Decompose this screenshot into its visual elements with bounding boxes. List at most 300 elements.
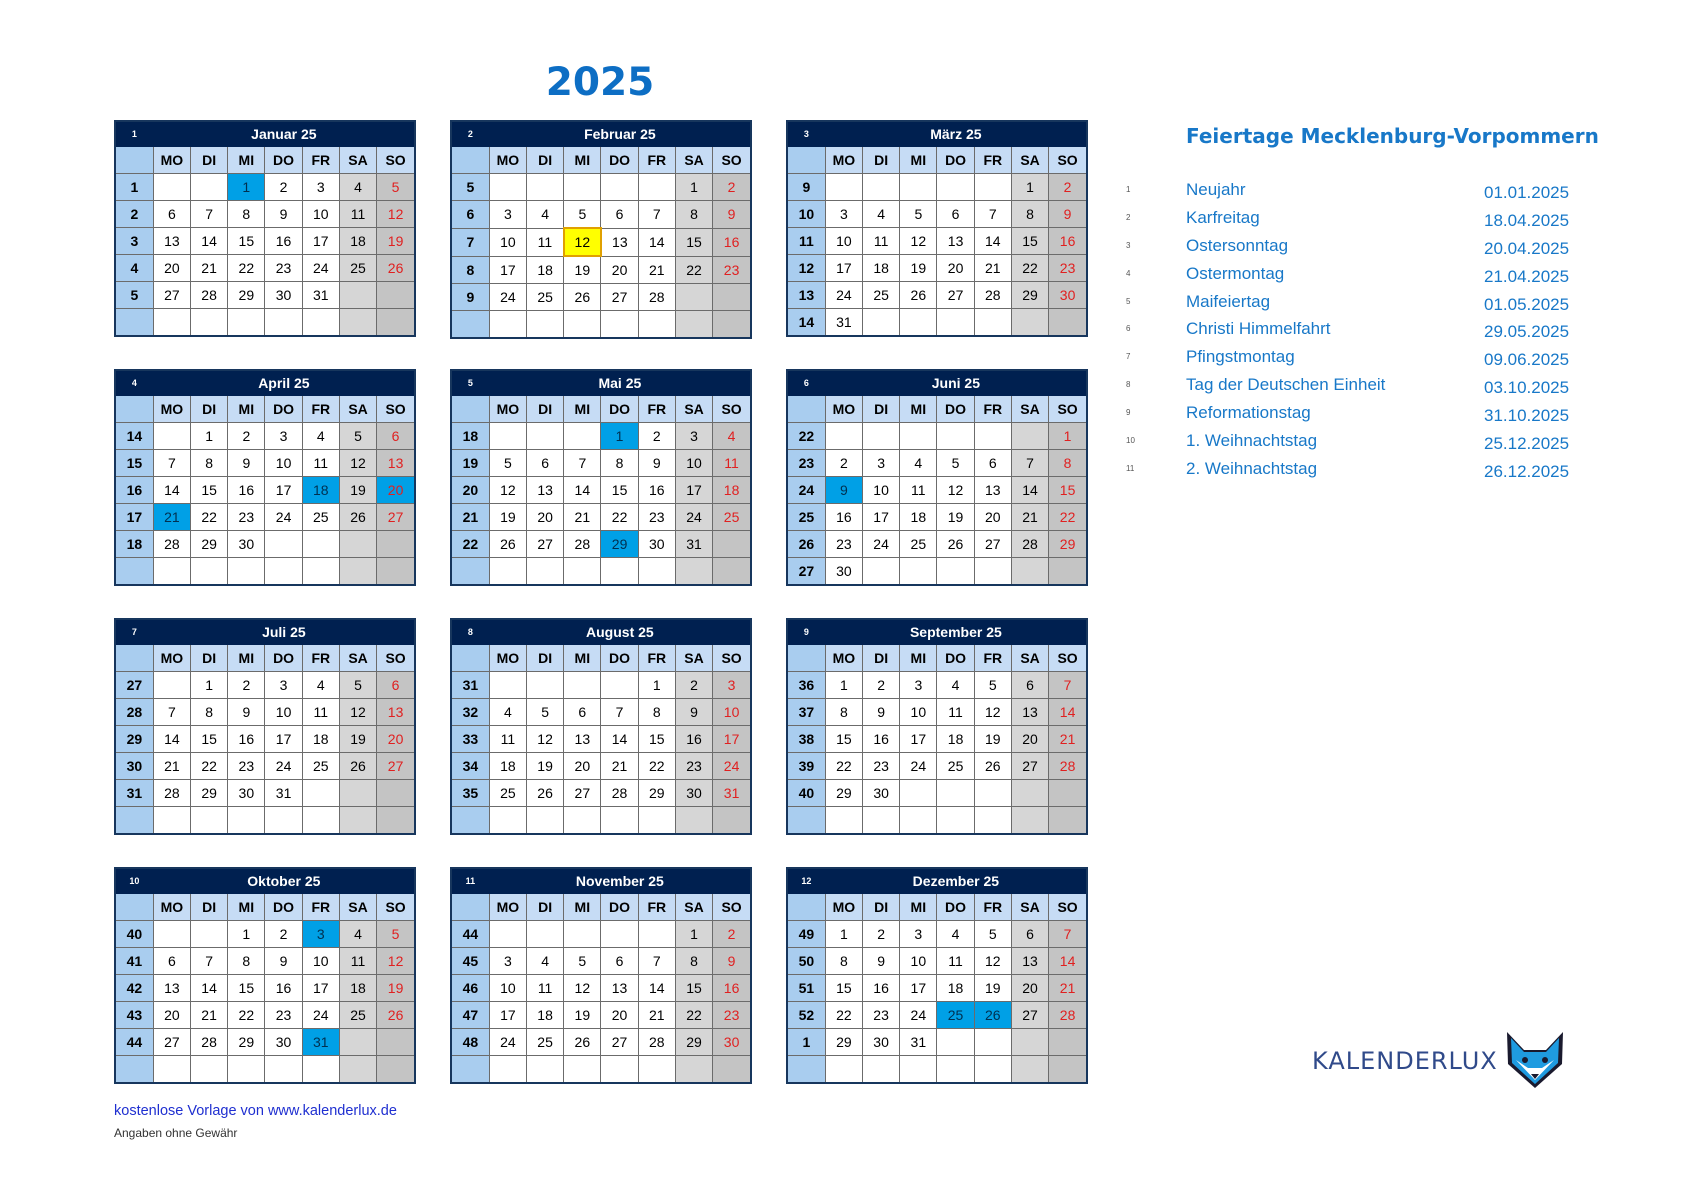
week-row bbox=[787, 504, 1087, 531]
weekday-header: MO bbox=[825, 645, 862, 672]
week-row bbox=[787, 558, 1087, 586]
day-cell: 4 bbox=[937, 921, 974, 948]
day-cell: 9 bbox=[1049, 201, 1087, 228]
day-cell: 19 bbox=[564, 256, 601, 284]
holiday-list-title: Feiertage Mecklenburg-Vorpommern bbox=[1186, 124, 1599, 148]
day-cell: 2 bbox=[228, 672, 265, 699]
day-cell: 9 bbox=[228, 699, 265, 726]
week-row bbox=[787, 477, 1087, 504]
day-cell: 3 bbox=[489, 948, 526, 975]
day-cell: 7 bbox=[1049, 672, 1087, 699]
day-cell: 15 bbox=[190, 726, 227, 753]
day-cell: 14 bbox=[1049, 699, 1087, 726]
week-number: 50 bbox=[787, 948, 825, 975]
day-cell bbox=[339, 807, 376, 835]
day-cell bbox=[675, 1056, 712, 1084]
month-table bbox=[786, 120, 1088, 337]
day-cell bbox=[377, 1029, 415, 1056]
day-cell: 28 bbox=[153, 531, 190, 558]
weekday-header: MI bbox=[900, 894, 937, 921]
day-cell: 3 bbox=[900, 672, 937, 699]
day-cell: 7 bbox=[190, 201, 227, 228]
day-cell: 2 bbox=[862, 921, 899, 948]
week-number: 42 bbox=[115, 975, 153, 1002]
weekday-header: DO bbox=[937, 894, 974, 921]
day-cell: 1 bbox=[638, 672, 675, 699]
day-cell: 17 bbox=[900, 726, 937, 753]
week-row bbox=[451, 423, 751, 450]
day-cell: 10 bbox=[825, 228, 862, 255]
week-row bbox=[451, 284, 751, 311]
day-cell: 8 bbox=[228, 201, 265, 228]
week-row bbox=[115, 975, 415, 1002]
day-cell bbox=[265, 1056, 302, 1084]
week-number bbox=[451, 311, 489, 339]
day-cell: 28 bbox=[153, 780, 190, 807]
month-name: April 25 bbox=[153, 370, 415, 396]
day-cell: 13 bbox=[377, 450, 415, 477]
day-cell bbox=[900, 558, 937, 586]
day-cell: 12 bbox=[900, 228, 937, 255]
day-cell bbox=[153, 174, 190, 201]
day-cell: 15 bbox=[675, 228, 712, 256]
day-cell: 8 bbox=[1011, 201, 1048, 228]
week-row bbox=[787, 726, 1087, 753]
day-cell: 13 bbox=[564, 726, 601, 753]
day-cell: 19 bbox=[339, 726, 376, 753]
holiday-name: 1. Weihnachtstag bbox=[1186, 431, 1318, 451]
day-cell: 23 bbox=[1049, 255, 1087, 282]
holiday-index: 9 bbox=[1126, 408, 1131, 418]
day-cell: 22 bbox=[228, 1002, 265, 1029]
week-number: 5 bbox=[451, 174, 489, 201]
weekday-header: DO bbox=[265, 147, 302, 174]
week-number: 40 bbox=[787, 780, 825, 807]
week-number: 28 bbox=[115, 699, 153, 726]
logo-text: KALENDERLUX bbox=[1312, 1047, 1498, 1075]
day-cell: 21 bbox=[1049, 726, 1087, 753]
day-cell: 23 bbox=[713, 1002, 751, 1029]
month-table bbox=[114, 369, 416, 586]
day-cell bbox=[900, 423, 937, 450]
day-cell: 5 bbox=[564, 201, 601, 229]
month-name: September 25 bbox=[825, 619, 1087, 645]
day-cell: 11 bbox=[489, 726, 526, 753]
day-cell bbox=[825, 423, 862, 450]
day-cell: 10 bbox=[675, 450, 712, 477]
month-number: 3 bbox=[787, 121, 825, 147]
day-cell: 10 bbox=[489, 228, 526, 256]
day-cell: 2 bbox=[825, 450, 862, 477]
weekday-header: DO bbox=[937, 645, 974, 672]
day-cell: 28 bbox=[1011, 531, 1048, 558]
week-row bbox=[787, 807, 1087, 835]
day-cell: 3 bbox=[900, 921, 937, 948]
week-row bbox=[451, 1029, 751, 1056]
day-cell: 26 bbox=[974, 1002, 1011, 1029]
week-row bbox=[115, 948, 415, 975]
day-cell: 11 bbox=[713, 450, 751, 477]
week-number-header bbox=[115, 645, 153, 672]
week-number: 21 bbox=[451, 504, 489, 531]
holiday-row bbox=[1126, 292, 1586, 320]
weekday-header: MI bbox=[564, 894, 601, 921]
day-cell: 30 bbox=[825, 558, 862, 586]
day-cell: 9 bbox=[862, 948, 899, 975]
day-cell: 5 bbox=[339, 672, 376, 699]
week-row bbox=[451, 699, 751, 726]
holiday-row bbox=[1126, 459, 1586, 487]
day-cell: 20 bbox=[601, 256, 638, 284]
week-number: 41 bbox=[115, 948, 153, 975]
day-cell: 6 bbox=[1011, 672, 1048, 699]
day-cell: 18 bbox=[526, 1002, 563, 1029]
day-cell: 30 bbox=[265, 282, 302, 309]
footer-link[interactable]: kostenlose Vorlage von www.kalenderlux.de bbox=[114, 1103, 397, 1119]
holiday-row bbox=[1126, 347, 1586, 375]
holiday-index: 2 bbox=[1126, 212, 1131, 222]
day-cell bbox=[900, 780, 937, 807]
day-cell bbox=[190, 174, 227, 201]
day-cell bbox=[974, 558, 1011, 586]
week-row bbox=[451, 174, 751, 201]
weekday-header: FR bbox=[974, 396, 1011, 423]
day-cell: 29 bbox=[825, 1029, 862, 1056]
week-number: 17 bbox=[115, 504, 153, 531]
day-cell: 23 bbox=[265, 1002, 302, 1029]
day-cell bbox=[339, 1056, 376, 1084]
month-number: 12 bbox=[787, 868, 825, 894]
day-cell: 9 bbox=[265, 201, 302, 228]
day-cell: 8 bbox=[825, 699, 862, 726]
day-cell bbox=[900, 1056, 937, 1084]
weekday-header: DO bbox=[601, 894, 638, 921]
week-number: 8 bbox=[451, 256, 489, 284]
day-cell bbox=[937, 1056, 974, 1084]
day-cell: 16 bbox=[713, 975, 751, 1002]
day-cell: 28 bbox=[190, 1029, 227, 1056]
day-cell: 14 bbox=[638, 228, 675, 256]
month-name: August 25 bbox=[489, 619, 751, 645]
weekday-header: SA bbox=[675, 645, 712, 672]
day-cell: 13 bbox=[601, 975, 638, 1002]
month-number: 9 bbox=[787, 619, 825, 645]
day-cell: 24 bbox=[302, 255, 339, 282]
holiday-index: 8 bbox=[1126, 380, 1131, 390]
week-row bbox=[787, 1056, 1087, 1084]
week-number: 15 bbox=[115, 450, 153, 477]
day-cell: 16 bbox=[228, 477, 265, 504]
day-cell bbox=[153, 921, 190, 948]
day-cell: 4 bbox=[339, 921, 376, 948]
week-row bbox=[115, 921, 415, 948]
day-cell: 1 bbox=[675, 174, 712, 201]
weekday-header: MI bbox=[228, 645, 265, 672]
day-cell: 5 bbox=[377, 174, 415, 201]
day-cell bbox=[564, 174, 601, 201]
day-cell: 23 bbox=[713, 256, 751, 284]
day-cell bbox=[526, 921, 563, 948]
day-cell: 8 bbox=[190, 699, 227, 726]
day-cell: 15 bbox=[228, 975, 265, 1002]
week-number: 49 bbox=[787, 921, 825, 948]
week-number bbox=[115, 558, 153, 586]
day-cell bbox=[190, 309, 227, 337]
day-cell: 13 bbox=[526, 477, 563, 504]
day-cell bbox=[601, 311, 638, 339]
day-cell: 29 bbox=[228, 282, 265, 309]
day-cell bbox=[302, 309, 339, 337]
week-number: 39 bbox=[787, 753, 825, 780]
day-cell: 31 bbox=[675, 531, 712, 558]
day-cell bbox=[153, 309, 190, 337]
day-cell: 9 bbox=[228, 450, 265, 477]
week-number: 25 bbox=[787, 504, 825, 531]
weekday-header: SO bbox=[713, 396, 751, 423]
month-number: 11 bbox=[451, 868, 489, 894]
weekday-header: DI bbox=[190, 396, 227, 423]
day-cell: 19 bbox=[974, 726, 1011, 753]
day-cell bbox=[489, 807, 526, 835]
holiday-date: 20.04.2025 bbox=[1484, 238, 1570, 258]
day-cell: 23 bbox=[675, 753, 712, 780]
day-cell: 30 bbox=[713, 1029, 751, 1056]
day-cell: 23 bbox=[228, 753, 265, 780]
day-cell: 11 bbox=[302, 450, 339, 477]
day-cell: 8 bbox=[190, 450, 227, 477]
day-cell bbox=[190, 1056, 227, 1084]
day-cell: 12 bbox=[339, 450, 376, 477]
week-number bbox=[451, 807, 489, 835]
day-cell: 4 bbox=[489, 699, 526, 726]
week-row bbox=[787, 282, 1087, 309]
week-row bbox=[115, 780, 415, 807]
day-cell: 24 bbox=[675, 504, 712, 531]
day-cell: 21 bbox=[153, 753, 190, 780]
day-cell bbox=[974, 1056, 1011, 1084]
weekday-header: DI bbox=[526, 147, 563, 174]
day-cell: 7 bbox=[190, 948, 227, 975]
week-number bbox=[115, 309, 153, 337]
day-cell: 5 bbox=[377, 921, 415, 948]
day-cell bbox=[377, 780, 415, 807]
week-row bbox=[787, 309, 1087, 337]
week-row bbox=[787, 201, 1087, 228]
week-number: 31 bbox=[451, 672, 489, 699]
day-cell: 25 bbox=[339, 255, 376, 282]
weekday-header: DI bbox=[190, 894, 227, 921]
weekday-header: MO bbox=[153, 894, 190, 921]
day-cell bbox=[302, 807, 339, 835]
day-cell: 14 bbox=[153, 477, 190, 504]
day-cell: 21 bbox=[601, 753, 638, 780]
holiday-index: 5 bbox=[1126, 296, 1131, 306]
day-cell: 27 bbox=[153, 1029, 190, 1056]
weekday-header: FR bbox=[974, 147, 1011, 174]
day-cell: 18 bbox=[302, 726, 339, 753]
holiday-date: 03.10.2025 bbox=[1484, 378, 1570, 398]
day-cell: 28 bbox=[638, 284, 675, 311]
day-cell: 26 bbox=[526, 780, 563, 807]
month-number: 2 bbox=[451, 121, 489, 147]
day-cell bbox=[377, 309, 415, 337]
weekday-header: MI bbox=[564, 147, 601, 174]
day-cell: 7 bbox=[564, 450, 601, 477]
day-cell: 20 bbox=[937, 255, 974, 282]
holiday-name: Christi Himmelfahrt bbox=[1186, 319, 1331, 339]
week-row bbox=[115, 1029, 415, 1056]
day-cell: 23 bbox=[265, 255, 302, 282]
week-number: 33 bbox=[451, 726, 489, 753]
day-cell bbox=[638, 1056, 675, 1084]
day-cell: 13 bbox=[974, 477, 1011, 504]
day-cell: 25 bbox=[713, 504, 751, 531]
day-cell bbox=[228, 1056, 265, 1084]
day-cell: 15 bbox=[1011, 228, 1048, 255]
weekday-header: MI bbox=[564, 396, 601, 423]
weekday-header: SA bbox=[339, 396, 376, 423]
day-cell bbox=[564, 423, 601, 450]
day-cell bbox=[862, 423, 899, 450]
day-cell: 18 bbox=[713, 477, 751, 504]
weekday-header: MO bbox=[825, 147, 862, 174]
day-cell: 13 bbox=[377, 699, 415, 726]
week-row bbox=[787, 672, 1087, 699]
day-cell: 10 bbox=[265, 450, 302, 477]
week-row bbox=[115, 282, 415, 309]
day-cell: 5 bbox=[564, 948, 601, 975]
week-number: 24 bbox=[787, 477, 825, 504]
day-cell bbox=[601, 1056, 638, 1084]
week-row bbox=[787, 780, 1087, 807]
holiday-index: 3 bbox=[1126, 240, 1131, 250]
day-cell: 11 bbox=[302, 699, 339, 726]
day-cell: 3 bbox=[302, 174, 339, 201]
day-cell: 2 bbox=[675, 672, 712, 699]
day-cell: 22 bbox=[190, 753, 227, 780]
weekday-header: MI bbox=[228, 147, 265, 174]
holiday-date: 26.12.2025 bbox=[1484, 461, 1570, 481]
day-cell bbox=[1011, 807, 1048, 835]
day-cell bbox=[564, 672, 601, 699]
week-row bbox=[115, 255, 415, 282]
weekday-header: FR bbox=[974, 645, 1011, 672]
day-cell: 1 bbox=[190, 423, 227, 450]
day-cell bbox=[564, 1056, 601, 1084]
month-name: Februar 25 bbox=[489, 121, 751, 147]
day-cell: 19 bbox=[377, 975, 415, 1002]
week-row bbox=[787, 753, 1087, 780]
holiday-row bbox=[1126, 236, 1586, 264]
week-row bbox=[115, 726, 415, 753]
day-cell: 30 bbox=[862, 780, 899, 807]
day-cell bbox=[1011, 423, 1048, 450]
week-number-header bbox=[115, 396, 153, 423]
week-row bbox=[451, 201, 751, 229]
week-row bbox=[115, 699, 415, 726]
day-cell: 10 bbox=[862, 477, 899, 504]
day-cell: 1 bbox=[228, 174, 265, 201]
day-cell: 11 bbox=[900, 477, 937, 504]
week-row bbox=[451, 726, 751, 753]
day-cell: 12 bbox=[974, 699, 1011, 726]
day-cell bbox=[265, 309, 302, 337]
holiday-row bbox=[1126, 431, 1586, 459]
weekday-header: SA bbox=[339, 894, 376, 921]
day-cell: 16 bbox=[862, 975, 899, 1002]
day-cell: 4 bbox=[937, 672, 974, 699]
week-number-header bbox=[451, 147, 489, 174]
week-number: 7 bbox=[451, 228, 489, 256]
day-cell: 16 bbox=[713, 228, 751, 256]
weekday-header: DO bbox=[265, 894, 302, 921]
week-number: 36 bbox=[787, 672, 825, 699]
day-cell: 6 bbox=[564, 699, 601, 726]
day-cell: 15 bbox=[825, 975, 862, 1002]
month-name: Mai 25 bbox=[489, 370, 751, 396]
week-number: 31 bbox=[115, 780, 153, 807]
day-cell: 7 bbox=[1011, 450, 1048, 477]
month-name: Januar 25 bbox=[153, 121, 415, 147]
day-cell: 20 bbox=[377, 477, 415, 504]
day-cell bbox=[638, 311, 675, 339]
week-number: 12 bbox=[787, 255, 825, 282]
day-cell: 11 bbox=[862, 228, 899, 255]
weekday-header: DO bbox=[265, 396, 302, 423]
day-cell: 3 bbox=[675, 423, 712, 450]
day-cell: 9 bbox=[825, 477, 862, 504]
day-cell: 17 bbox=[489, 256, 526, 284]
weekday-header: SO bbox=[713, 645, 751, 672]
day-cell bbox=[713, 311, 751, 339]
day-cell: 26 bbox=[377, 255, 415, 282]
day-cell: 17 bbox=[302, 975, 339, 1002]
weekday-header: FR bbox=[638, 894, 675, 921]
day-cell: 2 bbox=[265, 174, 302, 201]
day-cell bbox=[1011, 309, 1048, 337]
month-number: 7 bbox=[115, 619, 153, 645]
day-cell bbox=[489, 921, 526, 948]
week-row bbox=[451, 1002, 751, 1029]
week-number: 34 bbox=[451, 753, 489, 780]
day-cell: 1 bbox=[1011, 174, 1048, 201]
day-cell bbox=[339, 531, 376, 558]
week-row bbox=[451, 477, 751, 504]
week-number-header bbox=[451, 894, 489, 921]
week-row bbox=[787, 921, 1087, 948]
day-cell: 27 bbox=[974, 531, 1011, 558]
day-cell: 17 bbox=[713, 726, 751, 753]
day-cell: 18 bbox=[489, 753, 526, 780]
day-cell: 17 bbox=[825, 255, 862, 282]
day-cell bbox=[489, 1056, 526, 1084]
day-cell: 12 bbox=[974, 948, 1011, 975]
week-row bbox=[451, 1056, 751, 1084]
day-cell: 23 bbox=[638, 504, 675, 531]
week-number: 1 bbox=[115, 174, 153, 201]
day-cell: 10 bbox=[900, 948, 937, 975]
week-row bbox=[115, 558, 415, 586]
day-cell bbox=[974, 309, 1011, 337]
day-cell: 25 bbox=[937, 1002, 974, 1029]
day-cell bbox=[190, 558, 227, 586]
month-name: Oktober 25 bbox=[153, 868, 415, 894]
month-number: 1 bbox=[115, 121, 153, 147]
day-cell bbox=[900, 309, 937, 337]
day-cell: 25 bbox=[302, 753, 339, 780]
week-number: 14 bbox=[115, 423, 153, 450]
day-cell: 22 bbox=[1011, 255, 1048, 282]
